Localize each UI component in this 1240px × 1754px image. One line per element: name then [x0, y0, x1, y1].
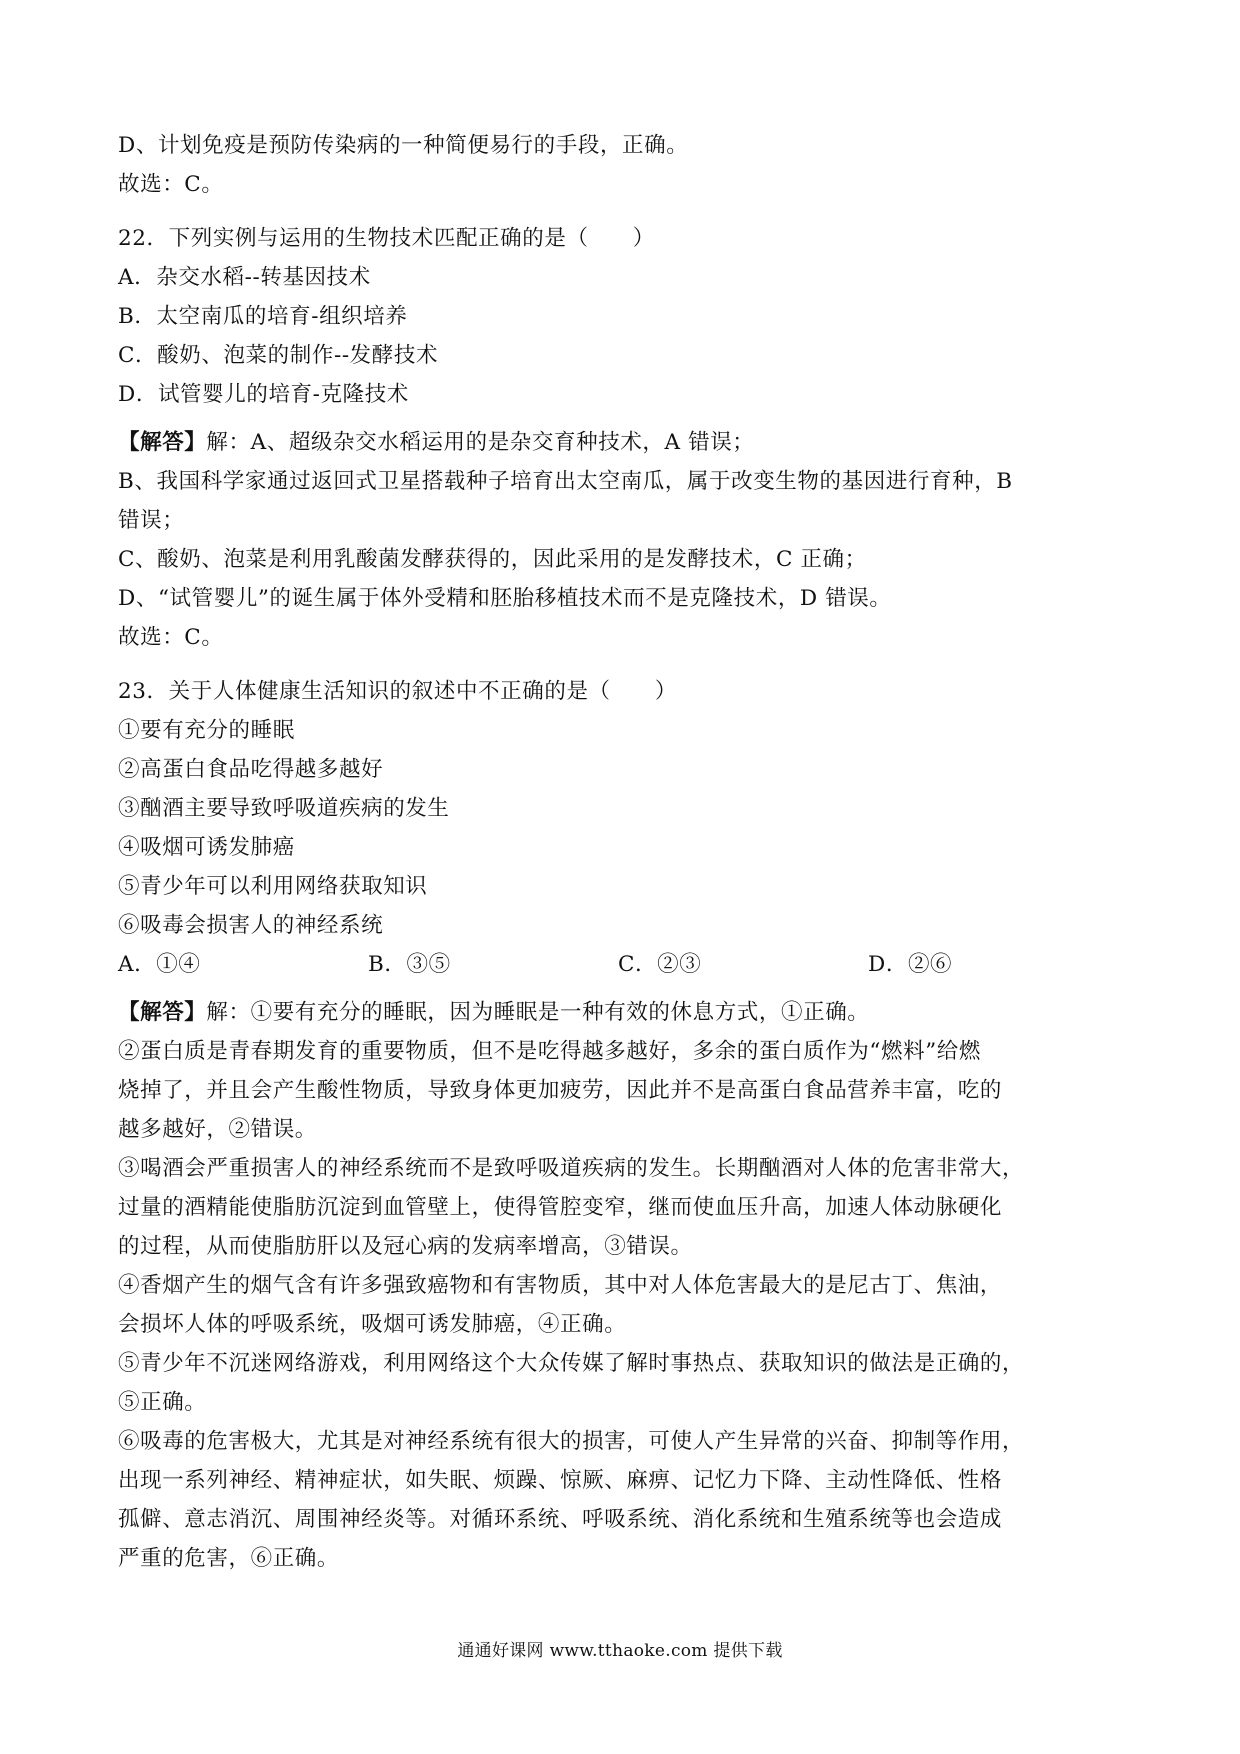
question-23-answer-line: 烧掉了，并且会产生酸性物质，导致身体更加疲劳，因此并不是高蛋白食品营养丰富，吃的	[118, 1078, 1003, 1103]
question-23-answer-line: ②蛋白质是青春期发育的重要物质，但不是吃得越多越好，多余的蛋白质作为“燃料”给燃	[118, 1039, 981, 1064]
question-23-item: ⑥吸毒会损害人的神经系统	[118, 913, 384, 938]
page-content	[118, 126, 1128, 1578]
page-footer: 通通好课网 www.tthaoke.com 提供下载	[457, 1641, 783, 1661]
question-23-answer-line: ⑤正确。	[118, 1390, 207, 1415]
question-23-choice-d: D．②⑥	[868, 952, 953, 977]
question-23-answer-line: ③喝酒会严重损害人的神经系统而不是致呼吸道疾病的发生。长期酗酒对人体的危害非常大，	[118, 1156, 1025, 1181]
prev-answer-conclusion: 故选：C。	[118, 172, 224, 197]
question-23-answer-line: 出现一系列神经、精神症状，如失眠、烦躁、惊厥、麻痹、记忆力下降、主动性降低、性格	[118, 1468, 1003, 1493]
question-23-choice-a: A．①④	[118, 952, 201, 977]
question-22-title: 22．下列实例与运用的生物技术匹配正确的是（ ）	[118, 226, 655, 251]
answer-label: 【解答】	[118, 430, 207, 455]
question-23-choices	[118, 945, 1128, 984]
question-22-answer-line	[118, 423, 1128, 462]
question-23-item: ④吸烟可诱发肺癌	[118, 835, 295, 860]
question-22-answer-line: 错误；	[118, 508, 185, 533]
question-23-answer-line: ⑥吸毒的危害极大，尤其是对神经系统有很大的损害，可使人产生异常的兴奋、抑制等作用，	[118, 1429, 1025, 1454]
question-23-answer-line: ⑤青少年不沉迷网络游戏，利用网络这个大众传媒了解时事热点、获取知识的做法是正确的，	[118, 1351, 1025, 1376]
question-23-item: ①要有充分的睡眠	[118, 718, 295, 743]
question-23-answer-line: 严重的危害，⑥正确。	[118, 1546, 340, 1571]
question-23-title: 23．关于人体健康生活知识的叙述中不正确的是（ ）	[118, 679, 677, 704]
question-23-answer-line	[118, 993, 1128, 1032]
question-22-option-c: C．酸奶、泡菜的制作--发酵技术	[118, 343, 439, 368]
question-23-answer-line: 孤僻、意志消沉、周围神经炎等。对循环系统、呼吸系统、消化系统和生殖系统等也会造成	[118, 1507, 1003, 1532]
answer-label: 【解答】	[118, 1000, 207, 1025]
question-23-answer-line: 越多越好，②错误。	[118, 1117, 317, 1142]
question-22-answer-conclusion: 故选：C。	[118, 625, 224, 650]
question-23-item: ⑤青少年可以利用网络获取知识	[118, 874, 428, 899]
question-23-answer-line: 的过程，从而使脂肪肝以及冠心病的发病率增高，③错误。	[118, 1234, 693, 1259]
question-22-answer-line: C、酸奶、泡菜是利用乳酸菌发酵获得的，因此采用的是发酵技术，C 正确；	[118, 547, 867, 572]
answer-text: 解：A、超级杂交水稻运用的是杂交育种技术，A 错误；	[206, 430, 755, 455]
question-23-item: ③酗酒主要导致呼吸道疾病的发生	[118, 796, 450, 821]
question-23-answer-line: ④香烟产生的烟气含有许多强致癌物和有害物质，其中对人体危害最大的是尼古丁、焦油，	[118, 1273, 1003, 1298]
question-22-answer-line: D、“试管婴儿”的诞生属于体外受精和胚胎移植技术而不是克隆技术，D 错误。	[118, 586, 892, 611]
question-23-item: ②高蛋白食品吃得越多越好	[118, 757, 384, 782]
question-22-option-a: A．杂交水稻--转基因技术	[118, 265, 371, 290]
question-22-option-d: D．试管婴儿的培育-克隆技术	[118, 382, 409, 407]
question-23-answer-line: 过量的酒精能使脂肪沉淀到血管壁上，使得管腔变窄，继而使血压升高，加速人体动脉硬化	[118, 1195, 1003, 1220]
question-22-answer-line: B、我国科学家通过返回式卫星搭载种子培育出太空南瓜，属于改变生物的基因进行育种，B	[118, 469, 1013, 494]
prev-answer-line-d: D、计划免疫是预防传染病的一种简便易行的手段，正确。	[118, 133, 689, 158]
answer-text: 解：①要有充分的睡眠，因为睡眠是一种有效的休息方式，①正确。	[206, 1000, 870, 1025]
question-22-option-b: B．太空南瓜的培育-组织培养	[118, 304, 408, 329]
question-23-choice-b: B．③⑤	[368, 952, 451, 977]
question-23-choice-c: C．②③	[618, 952, 702, 977]
question-23-answer-line: 会损坏人体的呼吸系统，吸烟可诱发肺癌，④正确。	[118, 1312, 627, 1337]
